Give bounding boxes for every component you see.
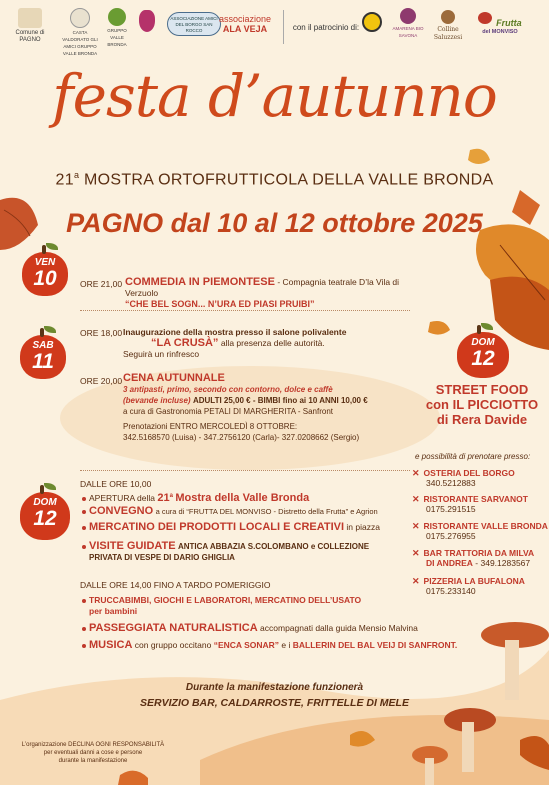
divider [283,10,284,44]
apple-badge-dom: DOM 12 [20,492,70,540]
restaurant-item: ✕ BAR TRATTORIA DA MILVA DI ANDREA - 349.1283567 [412,548,535,568]
dom-time-1: DALLE ORE 10,00 [80,479,152,489]
sab-inauguration: Inaugurazione della mostra presso il salone polivalente “LA CRUSÀ” alla presenza delle autorità. Seguirà un rinfresco [123,327,347,359]
ala-veja-logo: associazione ALA VEJA [218,14,272,34]
sponsor-logo-4 [136,10,158,34]
footer-line-2: SERVIZIO BAR, CALDARROSTE, FRITTELLE DI MELE [140,697,409,709]
restaurant-item: ✕ OSTERIA DEL BORGO 340.5212883 [412,468,515,488]
restaurant-item: ✕ RISTORANTE SARVANOT 0175.291515 [412,494,528,514]
hills-icon [441,10,455,24]
sponsor-logo-2: CASTA VALDORATO GLI AMICI GRUPPO VALLE BRONDA [60,8,100,58]
dom-item-apertura: APERTURA della 21$^a$ Mostra della Valle Bronda [82,491,309,504]
sab-dinner: CENA AUTUNNALE 3 antipasti, primo, secondo con contorno, dolce e caffè (bevande incluse) ADULTI 25,00 € - BIMBI fino ai 10 ANNI 10,00 € a cura di Gastronomia PETALI DI MARGHERITA - Sanfront Prenotazioni ENTRO MERCOLEDÌ 8 OTTOBRE: 342.5168570 (Luisa) - 347.2756120 (Carla)- 327.0208662 (Sergio) [123,372,368,442]
street-food-title: STREET FOOD con IL PICCIOTTO di Rera Davide [425,382,539,427]
divider [80,470,410,471]
dom-item-musica: MUSICA con gruppo occitano “ENCA SONAR” e i BALLERIN DEL BAL VEIJ DI SANFRONT. [82,640,457,651]
lemon-icon [362,12,382,32]
x-icon: ✕ [412,576,420,586]
restaurant-item: ✕ RISTORANTE VALLE BRONDA 0175.276955 [412,521,548,541]
comune-label: Comune di PAGNO [15,30,45,43]
restaurant-item: ✕ PIZZERIA LA BUFALONA 0175.233140 [412,576,525,596]
page-title: festa d’autunno [52,62,497,130]
disclaimer: L’organizzazione DECLINA OGNI RESPONSABILITÀ per eventuali danni a cose e persone durante la manifestazione [21,742,165,764]
divider [80,310,410,311]
sponsor-logo-8: Colline Saluzzesi [428,10,468,42]
apple-badge-dom-streetfood: DOM 12 [457,332,509,378]
apple-badge-sab: SAB 11 [20,335,66,379]
subtitle: 21$^a$ MOSTRA ORTOFRUTTICOLA DELLA VALLE BRONDA [55,170,494,189]
dom-item-convegno: CONVEGNO a cura di “FRUTTA DEL MONVISO - Distretto della Frutta” e Agrion [82,506,378,517]
cherry-icon [400,8,416,24]
sponsor-row [0,6,549,56]
sponsor-logo-5: ASSOCIAZIONE AMICI DEL BORGO SAN ROCCO [166,12,222,38]
ven-time: ORE 21,00 [80,279,123,289]
grape-leaf-icon [108,8,126,26]
fruit-icon [478,12,492,24]
coat-of-arms-icon [18,8,42,28]
dom-item-visite: VISITE GUIDATE ANTICA ABBAZIA S.COLOMBANO e COLLEZIONE PRIVATA DI VESPE DI DARIO GHIGLIA [82,541,369,563]
x-icon: ✕ [412,521,420,531]
sab-time-1: ORE 18,00 [80,328,123,338]
sab-time-2: ORE 20,00 [80,376,123,386]
event-dates: PAGNO dal 10 al 12 ottobre 2025 [66,208,483,238]
footer-line-1: Durante la manifestazione funzionerà [185,682,364,693]
streetfood-note: e possibilità di prenotare presso: [415,452,531,461]
grapes-icon [139,10,155,32]
sponsor-logo-6 [362,12,382,34]
sponsor-logo-3: GRUPPO VALLE BRONDA [100,8,134,49]
x-icon: ✕ [412,548,420,558]
dom-item-passeggiata: PASSEGGIATA NATURALISTICA accompagnati dalla guida Mensio Malvina [82,623,418,634]
dom-time-2: DALLE ORE 14,00 FINO A TARDO POMERIGGIO [80,580,271,590]
x-icon: ✕ [412,494,420,504]
emblem-icon [70,8,90,28]
dom-item-truccabimbi: TRUCCABIMBI, GIOCHI E LABORATORI, MERCATINO DELL’USATO per bambini [82,595,361,617]
x-icon: ✕ [412,468,420,478]
sponsor-logo-7: AMARENA BIO SAVONA [388,8,428,40]
comune-logo [10,8,50,44]
apple-badge-ven: VEN 10 [22,252,68,296]
ven-event: COMMEDIA IN PIEMONTESE - Compagnia teatrale D’la Vila di Verzuolo “CHE BEL SOGN... N’URA ED PIASI PRUIBI” [125,276,400,309]
patrocinio-label: con il patrocinio di: [292,23,360,32]
sponsor-logo-9: Frutta del MONVISO [470,12,530,36]
dom-item-mercatino: MERCATINO DEI PRODOTTI LOCALI E CREATIVI in piazza [82,522,380,533]
